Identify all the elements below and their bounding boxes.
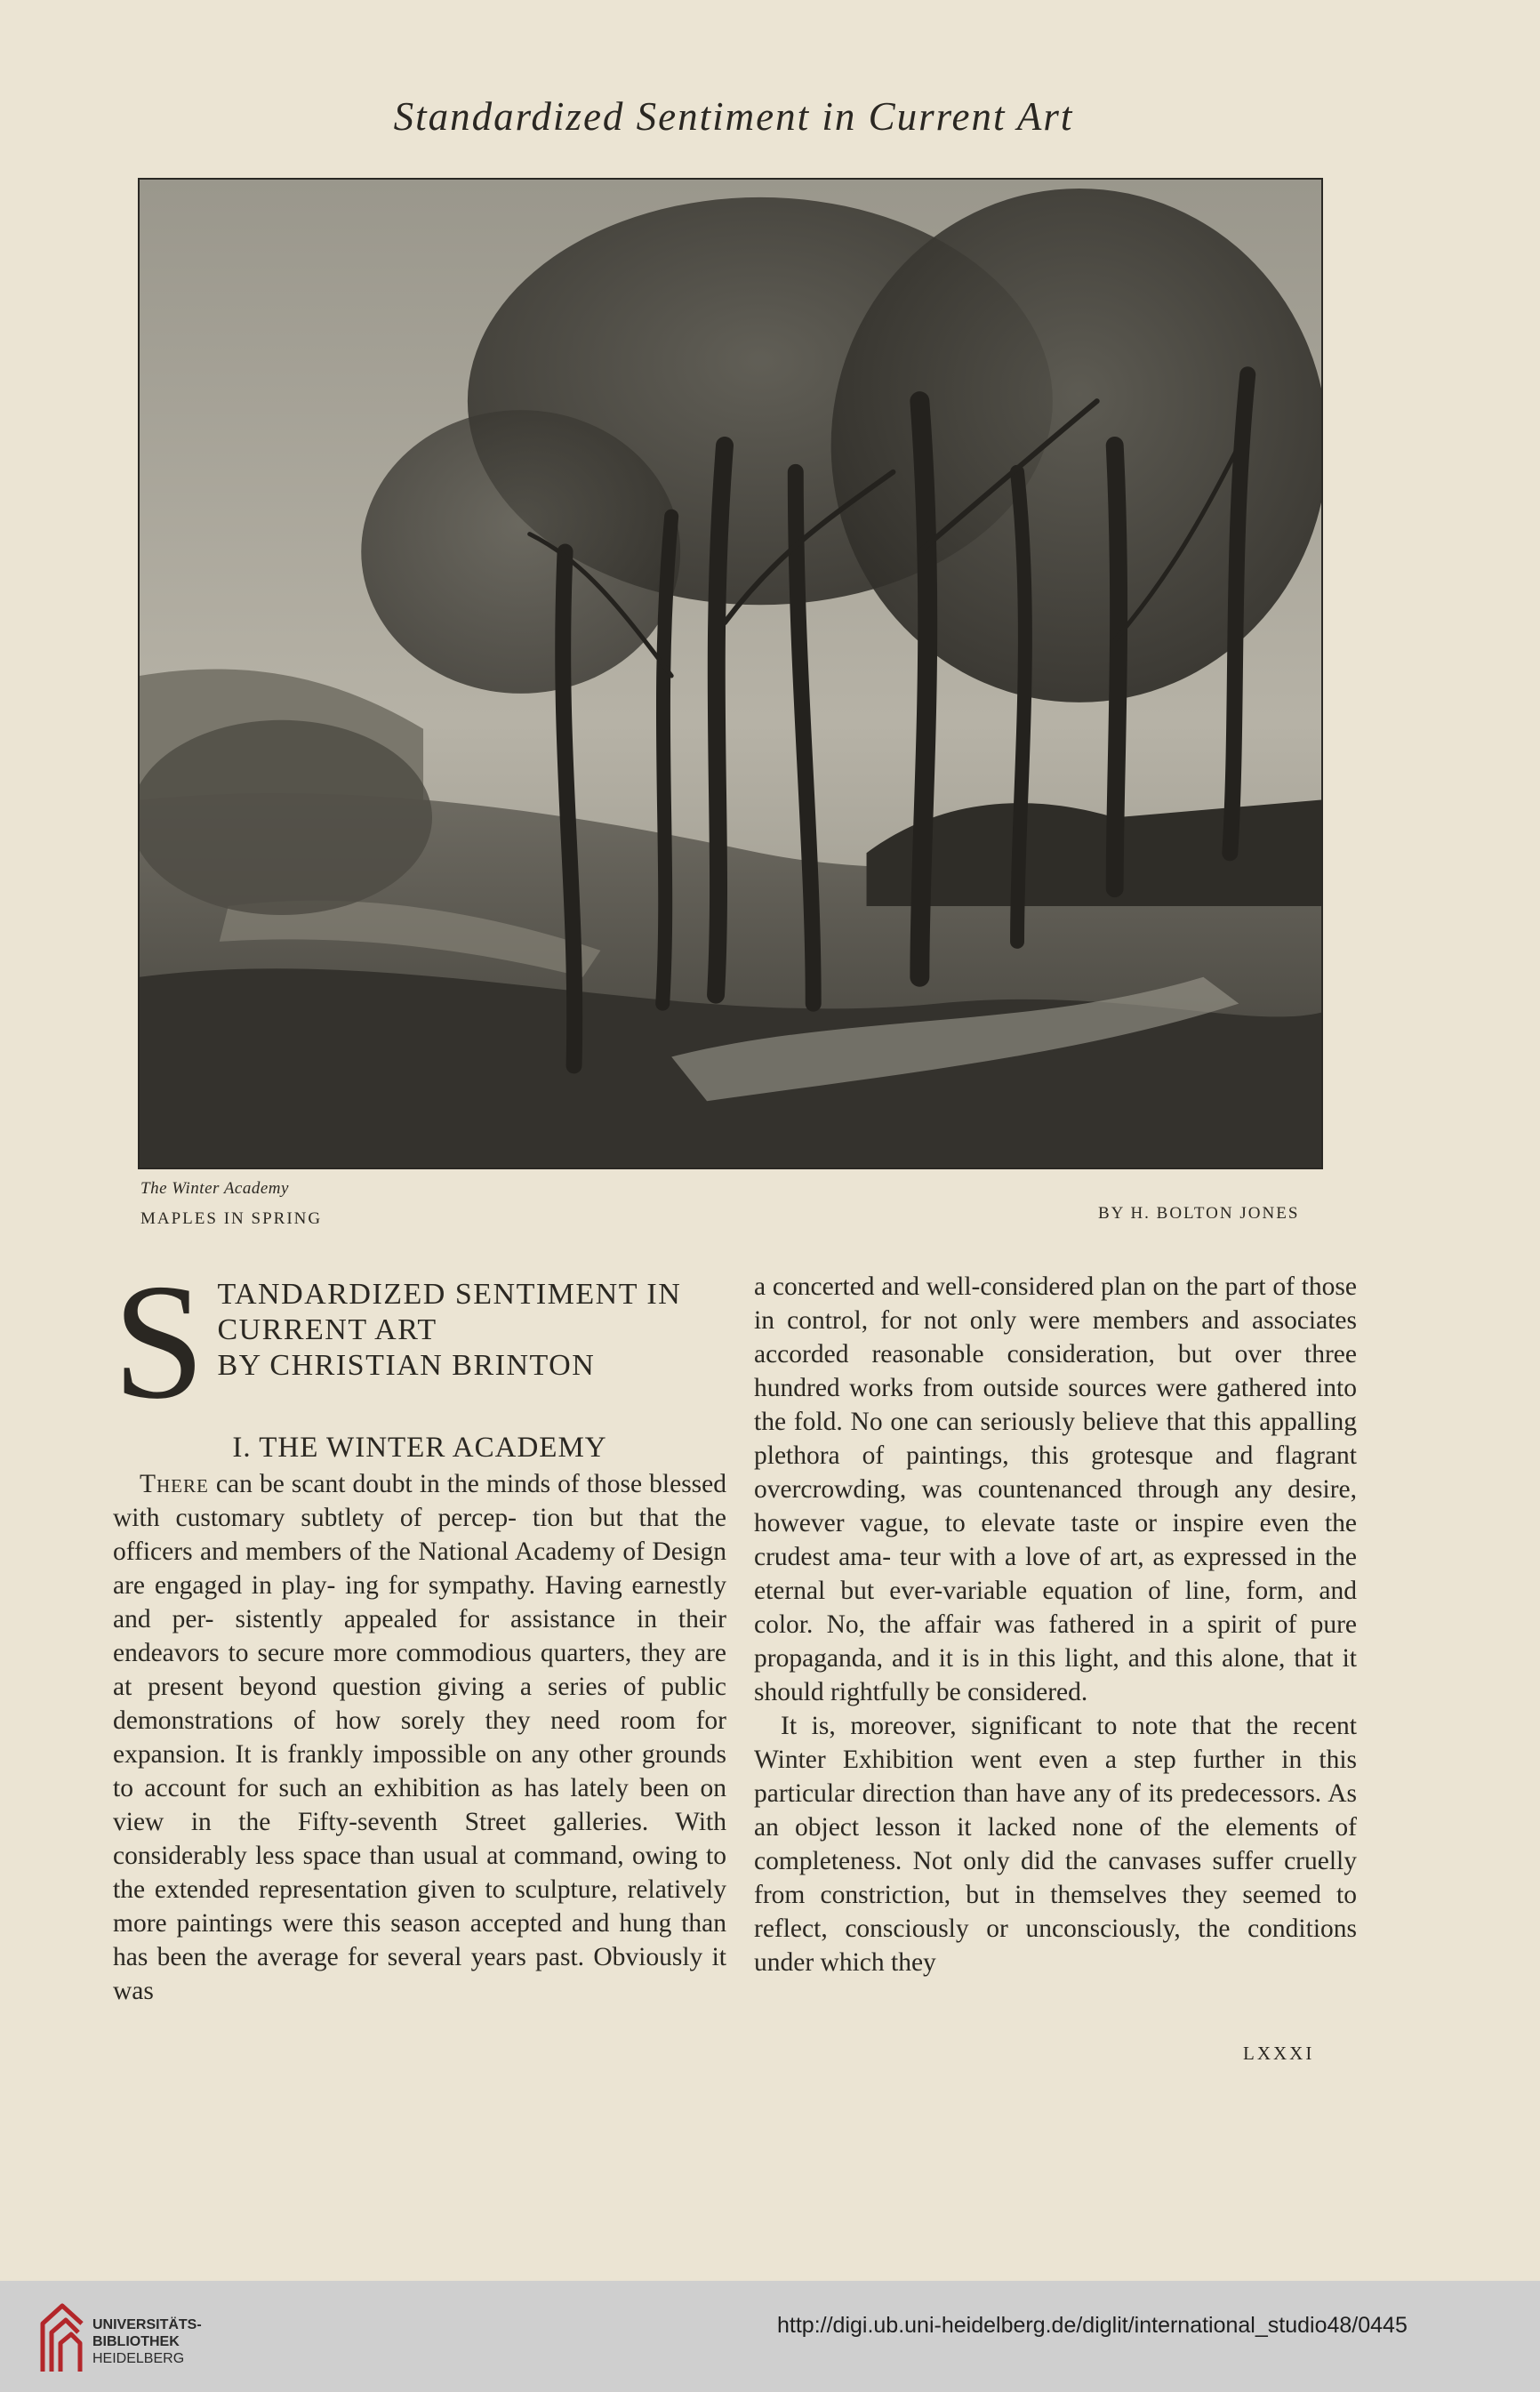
- plate-title-caption: MAPLES IN SPRING: [140, 1209, 323, 1228]
- paragraph-text: can be scant doubt in the minds of those blessed with customary subtlety of percep- tion but that the officers and members of the National Academy of Design are engaged in play- ing for sympathy. Having earnestly and per- sistently appealed for assistance in their endeavors to secure more commodious quarters, they are at present beyond question giving a series of public demonstrations of how sorely they need room for expansion. It is frankly impossible on any other grounds to account for such an exhibition as has lately been on view in the Fifty-seventh Street galleries. With considerably less space than usual at command, owing to the extended representation given to sculpture, relatively more paintings were this season accepted and hung than has been the average for several years past. Obviously it was: [113, 1470, 726, 2005]
- section-heading: I. THE WINTER ACADEMY: [232, 1432, 607, 1464]
- article-title-line: TANDARDIZED SENTIMENT IN: [217, 1278, 682, 1311]
- plate-artist-caption: BY H. BOLTON JONES: [1098, 1204, 1300, 1223]
- library-logo-icon: [36, 2297, 89, 2379]
- permalink-url[interactable]: http://digi.ub.uni-heidelberg.de/diglit/international_studio48/0445: [777, 2313, 1408, 2338]
- digitization-footer: [0, 2281, 1540, 2392]
- text-column-left: [113, 1250, 726, 2008]
- maples-in-spring-illustration: [140, 180, 1321, 1168]
- painting-plate: [138, 178, 1323, 1169]
- paragraph: It is, moreover, significant to note that the recent Winter Exhibition went even a step further in this particular direction than have any of its predecessors. As an object lesson it lacked none of the elements of completeness. Not only did the canvases suffer cruelly from constriction, but in themselves they seemed to reflect, consciously or unconsciously, the conditions under which they: [754, 1712, 1357, 1977]
- lead-word: There: [140, 1470, 209, 1498]
- library-name-line: HEIDELBERG: [92, 2351, 185, 2366]
- library-name-line: UNIVERSITÄTS-: [92, 2317, 202, 2332]
- plate-source-caption: The Winter Academy: [140, 1179, 289, 1198]
- drop-cap: S: [113, 1250, 205, 1433]
- article-title: [113, 1270, 726, 1384]
- article-title-line: CURRENT ART: [217, 1313, 437, 1346]
- paragraph: a concerted and well-considered plan on the part of those in control, for not only were members and associates accorded reasonable consideration, but over three hundred works from outside sources were gathered into the fold. No one can seriously believe that this appalling plethora of paintings, this grotesque and flagrant overcrowding, was countenanced through any desire, however vague, to elevate taste or inspire even the crudest ama- teur with a love of art, as expressed in the eternal but ever-variable equation of line, form, and color. No, the affair was fathered in a spirit of pure propaganda, and it is in this light, and this alone, that it should rightfully be considered.: [754, 1272, 1357, 1706]
- library-name: [92, 2316, 202, 2367]
- article-byline: BY CHRISTIAN BRINTON: [217, 1349, 596, 1382]
- text-column-right: [754, 1270, 1357, 1979]
- page-folio: LXXXI: [1243, 2043, 1315, 2064]
- library-name-line: BIBLIOTHEK: [92, 2334, 180, 2349]
- running-head: Standardized Sentiment in Current Art: [393, 94, 1074, 139]
- paragraph: [113, 1467, 726, 2008]
